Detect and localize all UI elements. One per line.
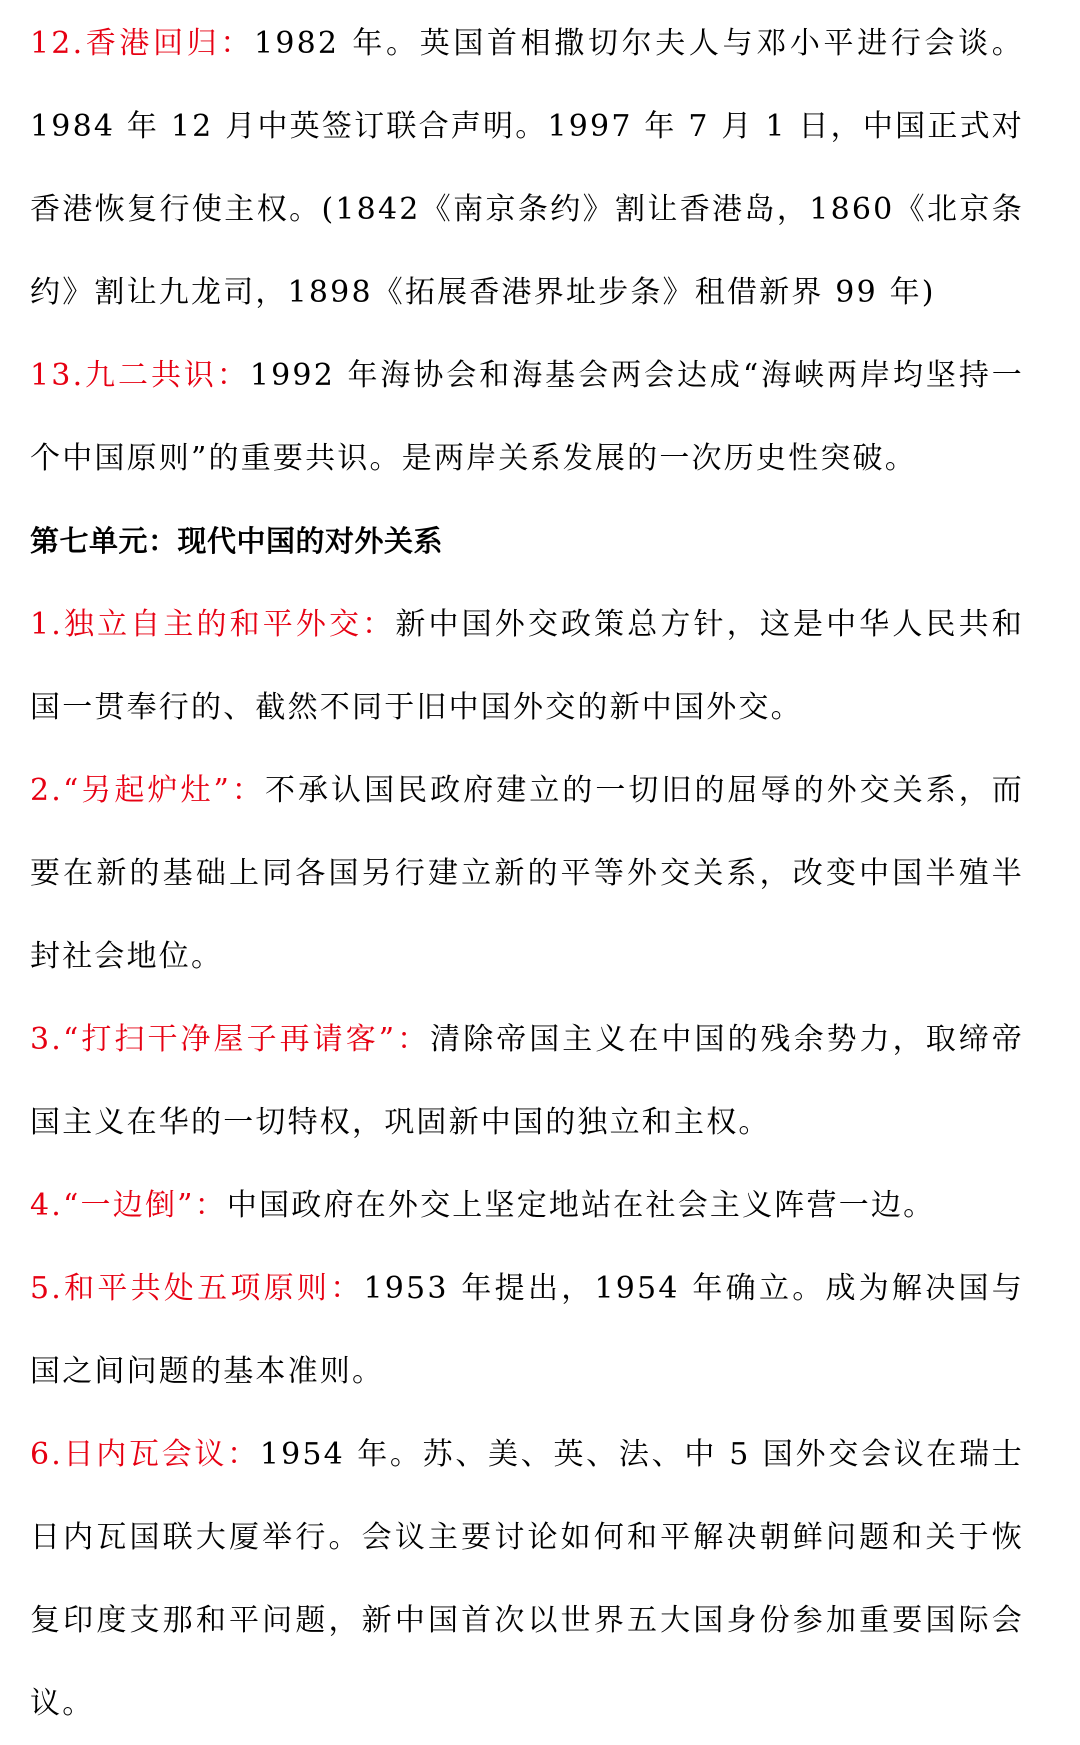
item-new-start [30,749,1024,998]
item-geneva-conference [30,1413,1024,1745]
unit-heading: 第七单元：现代中国的对外关系 [30,524,444,558]
item-clean-house [30,998,1024,1164]
paragraph-body: 新中国外交政策总方针，这是中华人民共和国一贯奉行的、截然不同于旧中国外交的新中国外交。 [30,607,1024,725]
term-label: 5.和平共处五项原则： [30,1271,364,1306]
term-label: 12.香港回归： [30,26,255,61]
term-label: 6.日内瓦会议： [30,1437,260,1472]
paragraph-body: 清除帝国主义在中国的残余势力，取缔帝国主义在华的一切特权，巩固新中国的独立和主权。 [30,1022,1024,1140]
term-label: 3.“打扫干净屋子再请客”： [30,1022,431,1057]
paragraph-body: 1992 年海协会和海基会两会达成“海峡两岸均坚持一个中国原则”的重要共识。是两岸关系发展的一次历史性突破。 [30,358,1025,476]
item-lean-to-one-side [30,1164,1024,1247]
paragraph-1992-consensus [30,334,1024,500]
term-label: 1.独立自主的和平外交： [30,607,396,642]
paragraph-body: 中国政府在外交上坚定地站在社会主义阵营一边。 [226,1188,936,1223]
document-page [0,2,1080,1721]
item-five-principles [30,1247,1024,1413]
item-independent-peaceful-diplomacy [30,583,1024,749]
paragraph-body: 1982 年。英国首相撒切尔夫人与邓小平进行会谈。1984 年 12 月中英签订联合声明。1997 年 7 月 1 日，中国正式对香港恢复行使主权。(1842《南京条约》割让香港岛，1860《北京条约》割让九龙司，1898《拓展香港界址步条》租借新界 99 年) [30,26,1025,310]
paragraph-hong-kong-return [30,2,1024,334]
term-label: 13.九二共识： [30,358,250,393]
term-label: 4.“一边倒”： [30,1188,227,1223]
paragraph-body: 不承认国民政府建立的一切旧的屈辱的外交关系，而要在新的基础上同各国另行建立新的平等外交关系，改变中国半殖半封社会地位。 [30,773,1024,974]
paragraph-body: 1954 年。苏、美、英、法、中 5 国外交会议在瑞士日内瓦国联大厦举行。会议主要讨论如何和平解决朝鲜问题和关于恢复印度支那和平问题，新中国首次以世界五大国身份参加重要国际会议。 [30,1437,1024,1721]
term-label: 2.“另起炉灶”： [30,773,265,808]
paragraph-body: 1953 年提出，1954 年确立。成为解决国与国之间问题的基本准则。 [30,1271,1024,1389]
